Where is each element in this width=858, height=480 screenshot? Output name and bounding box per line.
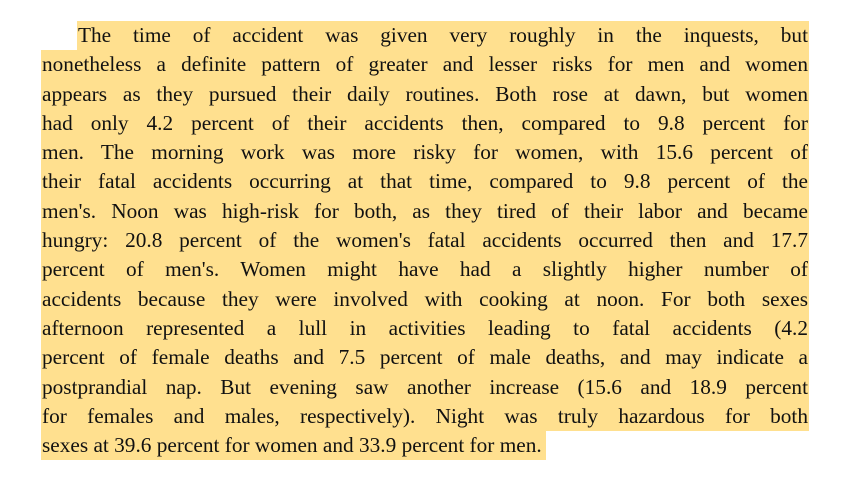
highlighted-text: accidents because they were involved with cooking at noon. For both sexes [41,285,809,314]
highlighted-text: had only 4.2 percent of their accidents then, compared to 9.8 percent for [41,109,809,138]
highlighted-text: for females and males, respectively). Night was truly hazardous for both [41,402,809,431]
text-line [41,197,809,226]
highlighted-text: appears as they pursued their daily routines. Both rose at dawn, but women [41,80,809,109]
highlighted-text: nonetheless a definite pattern of greater and lesser risks for men and women [41,50,809,79]
text-line [41,109,809,138]
text-line [41,431,809,460]
highlighted-text: sexes at 39.6 percent for women and 33.9 percent for men. [41,431,546,460]
highlighted-text: afternoon represented a lull in activities leading to fatal accidents (4.2 [41,314,809,343]
highlighted-text: their fatal accidents occurring at that time, compared to 9.8 percent of the [41,167,809,196]
text-line [41,343,809,372]
text-line [41,402,809,431]
highlighted-text: postprandial nap. But evening saw another increase (15.6 and 18.9 percent [41,373,809,402]
text-line [41,167,809,196]
highlighted-text: The time of accident was given very roughly in the inquests, but [77,21,809,50]
text-line [41,285,809,314]
highlighted-text: men. The morning work was more risky for women, with 15.6 percent of [41,138,809,167]
text-line [41,50,809,79]
text-line [41,255,809,284]
highlighted-text: men's. Noon was high-risk for both, as they tired of their labor and became [41,197,809,226]
text-line [41,80,809,109]
text-line [41,21,809,50]
text-line [41,314,809,343]
highlighted-text: hungry: 20.8 percent of the women's fatal accidents occurred then and 17.7 [41,226,809,255]
text-line [41,138,809,167]
highlighted-text: percent of men's. Women might have had a slightly higher number of [41,255,809,284]
text-line [41,373,809,402]
text-line [41,226,809,255]
highlighted-paragraph [41,21,809,460]
highlighted-text: percent of female deaths and 7.5 percent of male deaths, and may indicate a [41,343,809,372]
